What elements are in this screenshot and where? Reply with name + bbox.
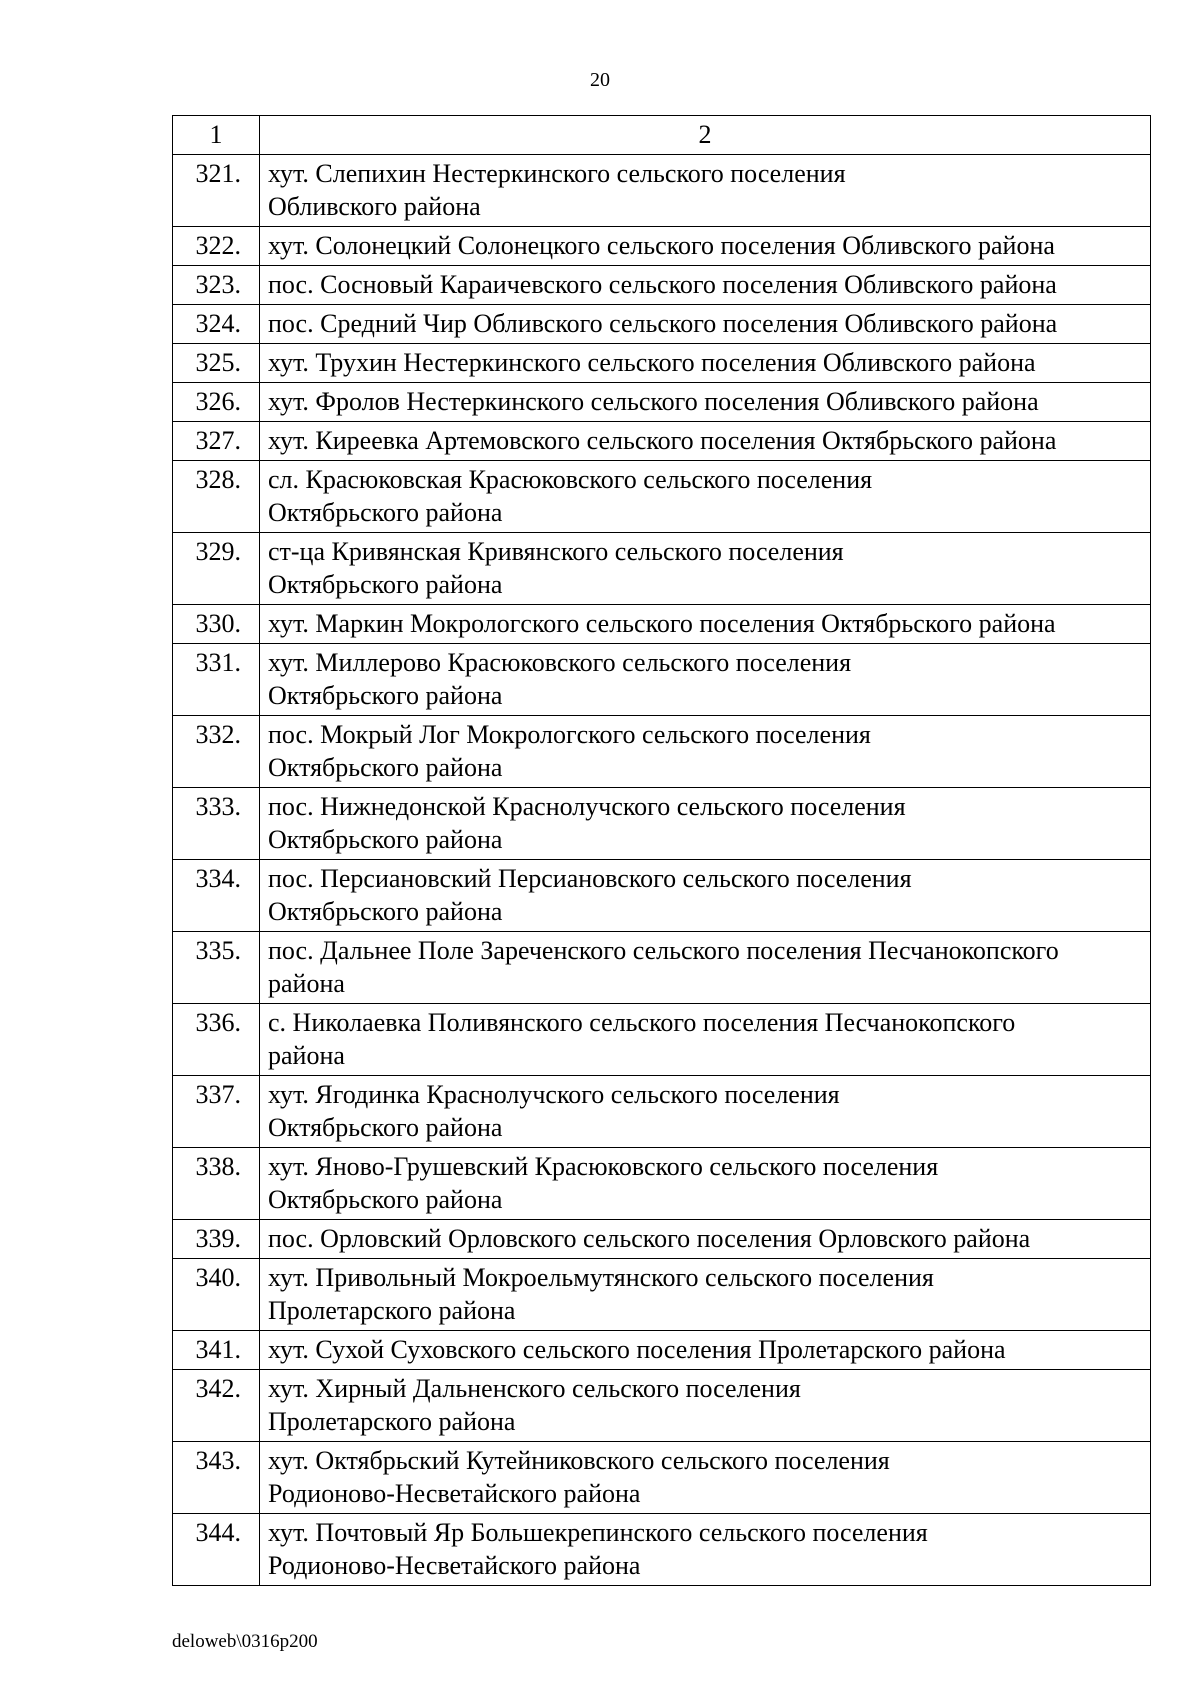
- row-number: 329.: [173, 533, 260, 605]
- settlement-name: [260, 1220, 1151, 1259]
- settlement-name-line: хут. Сухой Суховского сельского поселения Пролетарского района: [268, 1335, 1006, 1364]
- table-row: [173, 644, 1151, 716]
- table-body: [173, 116, 1151, 1586]
- settlement-name: [260, 788, 1151, 860]
- row-number: 332.: [173, 716, 260, 788]
- settlement-name-line: хут. Фролов Нестеркинского сельского поселения Обливского района: [268, 387, 1039, 416]
- settlement-name-line: Октябрьского района: [268, 1185, 503, 1214]
- settlement-name-line: Октябрьского района: [268, 897, 503, 926]
- settlement-name-line: пос. Орловский Орловского сельского поселения Орловского района: [268, 1224, 1031, 1253]
- settlement-name-line: района: [268, 969, 345, 998]
- settlement-name-line: пос. Сосновый Караичевского сельского поселения Обливского района: [268, 270, 1057, 299]
- row-number: 339.: [173, 1220, 260, 1259]
- settlement-name: [260, 383, 1151, 422]
- settlement-name-line: хут. Маркин Мокрологского сельского поселения Октябрьского района: [268, 609, 1056, 638]
- settlement-name-line: хут. Слепихин Нестеркинского сельского поселения: [268, 159, 846, 188]
- settlement-name-line: хут. Солонецкий Солонецкого сельского поселения Обливского района: [268, 231, 1055, 260]
- settlement-name-line: Октябрьского района: [268, 681, 503, 710]
- table-row: [173, 227, 1151, 266]
- settlement-name-line: сл. Красюковская Красюковского сельского поселения: [268, 465, 873, 494]
- settlement-name-line: Обливского района: [268, 192, 481, 221]
- row-number: 340.: [173, 1259, 260, 1331]
- settlement-name: [260, 533, 1151, 605]
- table-row: [173, 422, 1151, 461]
- row-number: 330.: [173, 605, 260, 644]
- row-number: 324.: [173, 305, 260, 344]
- row-number: 343.: [173, 1442, 260, 1514]
- table-row: [173, 461, 1151, 533]
- column-header-number: 1: [173, 116, 260, 155]
- row-number: 341.: [173, 1331, 260, 1370]
- table-row: [173, 1331, 1151, 1370]
- settlement-name: [260, 155, 1151, 227]
- table-row: [173, 344, 1151, 383]
- settlement-name-line: хут. Почтовый Яр Большекрепинского сельского поселения: [268, 1518, 928, 1547]
- settlement-name: [260, 1442, 1151, 1514]
- settlement-name: [260, 1148, 1151, 1220]
- settlement-name-line: хут. Яново-Грушевский Красюковского сельского поселения: [268, 1152, 939, 1181]
- settlement-name-line: пос. Дальнее Поле Зареченского сельского поселения Песчанокопского: [268, 936, 1059, 965]
- row-number: 326.: [173, 383, 260, 422]
- settlement-name: [260, 716, 1151, 788]
- settlement-name-line: пос. Нижнедонской Краснолучского сельского поселения: [268, 792, 906, 821]
- settlement-name-line: Октябрьского района: [268, 753, 503, 782]
- row-number: 325.: [173, 344, 260, 383]
- settlement-name-line: пос. Средний Чир Обливского сельского поселения Обливского района: [268, 309, 1058, 338]
- row-number: 334.: [173, 860, 260, 932]
- settlements-table: [172, 115, 1151, 1586]
- table-row: [173, 533, 1151, 605]
- settlement-name-line: Октябрьского района: [268, 825, 503, 854]
- settlement-name: [260, 644, 1151, 716]
- table-row: [173, 788, 1151, 860]
- table-row: [173, 1514, 1151, 1586]
- row-number: 344.: [173, 1514, 260, 1586]
- settlement-name-line: Пролетарского района: [268, 1296, 516, 1325]
- settlement-name-line: Родионово-Несветайского района: [268, 1479, 641, 1508]
- row-number: 331.: [173, 644, 260, 716]
- settlement-name: [260, 1514, 1151, 1586]
- footer-document-code: deloweb\0316p200: [172, 1631, 318, 1652]
- settlement-name-line: хут. Трухин Нестеркинского сельского поселения Обливского района: [268, 348, 1036, 377]
- settlement-name: [260, 305, 1151, 344]
- settlement-name-line: хут. Хирный Дальненского сельского поселения: [268, 1374, 801, 1403]
- row-number: 336.: [173, 1004, 260, 1076]
- page-number: 20: [590, 69, 610, 91]
- settlement-name: [260, 1076, 1151, 1148]
- table-row: [173, 1442, 1151, 1514]
- settlement-name-line: пос. Мокрый Лог Мокрологского сельского поселения: [268, 720, 871, 749]
- settlement-name: [260, 1331, 1151, 1370]
- settlement-name-line: Октябрьского района: [268, 570, 503, 599]
- settlement-name-line: Октябрьского района: [268, 498, 503, 527]
- table-row: [173, 383, 1151, 422]
- settlement-name: [260, 1259, 1151, 1331]
- settlement-name: [260, 1004, 1151, 1076]
- row-number: 323.: [173, 266, 260, 305]
- settlement-name-line: Пролетарского района: [268, 1407, 516, 1436]
- settlement-name-line: с. Николаевка Поливянского сельского поселения Песчанокопского: [268, 1008, 1016, 1037]
- table-row: [173, 1004, 1151, 1076]
- settlement-name-line: хут. Октябрьский Кутейниковского сельского поселения: [268, 1446, 890, 1475]
- settlement-name: [260, 860, 1151, 932]
- settlement-name: [260, 344, 1151, 383]
- row-number: 321.: [173, 155, 260, 227]
- settlement-name: [260, 422, 1151, 461]
- table-row: [173, 1220, 1151, 1259]
- settlement-name: [260, 1370, 1151, 1442]
- settlement-name: [260, 266, 1151, 305]
- settlement-name-line: ст-ца Кривянская Кривянского сельского поселения: [268, 537, 844, 566]
- settlement-name-line: хут. Миллерово Красюковского сельского поселения: [268, 648, 852, 677]
- row-number: 337.: [173, 1076, 260, 1148]
- table-row: [173, 266, 1151, 305]
- table-row: [173, 155, 1151, 227]
- settlement-name-line: Октябрьского района: [268, 1113, 503, 1142]
- table-row: [173, 605, 1151, 644]
- settlement-name-line: пос. Персиановский Персиановского сельского поселения: [268, 864, 912, 893]
- row-number: 327.: [173, 422, 260, 461]
- row-number: 322.: [173, 227, 260, 266]
- settlement-name-line: Родионово-Несветайского района: [268, 1551, 641, 1580]
- table-header-row: [173, 116, 1151, 155]
- table-row: [173, 305, 1151, 344]
- settlement-name-line: района: [268, 1041, 345, 1070]
- settlement-name: [260, 932, 1151, 1004]
- row-number: 328.: [173, 461, 260, 533]
- row-number: 335.: [173, 932, 260, 1004]
- row-number: 333.: [173, 788, 260, 860]
- column-header-name: 2: [260, 116, 1151, 155]
- settlement-name-line: хут. Ягодинка Краснолучского сельского поселения: [268, 1080, 840, 1109]
- settlement-name: [260, 461, 1151, 533]
- table-row: [173, 860, 1151, 932]
- row-number: 338.: [173, 1148, 260, 1220]
- table-row: [173, 1370, 1151, 1442]
- settlement-name-line: хут. Привольный Мокроельмутянского сельского поселения: [268, 1263, 934, 1292]
- table-row: [173, 716, 1151, 788]
- settlement-name: [260, 605, 1151, 644]
- settlement-name-line: хут. Киреевка Артемовского сельского поселения Октябрьского района: [268, 426, 1057, 455]
- table-row: [173, 1259, 1151, 1331]
- table-row: [173, 1076, 1151, 1148]
- table-row: [173, 932, 1151, 1004]
- table-row: [173, 1148, 1151, 1220]
- settlement-name: [260, 227, 1151, 266]
- row-number: 342.: [173, 1370, 260, 1442]
